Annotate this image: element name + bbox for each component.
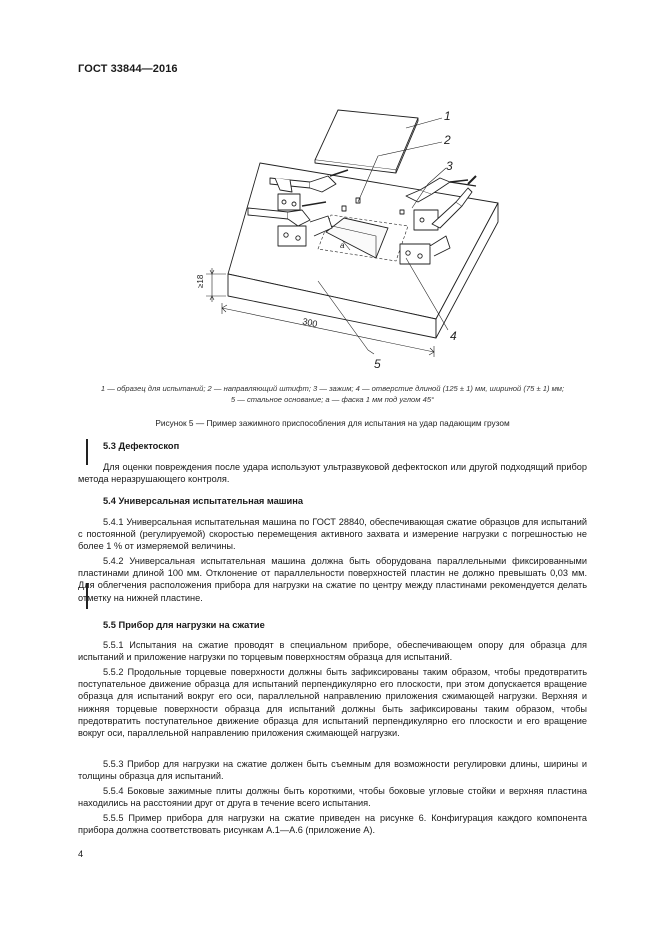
figure-label-3: 3: [446, 159, 453, 173]
section-5-3-title: 5.3 Дефектоскоп: [103, 441, 180, 451]
section-5-5-1-paragraph: 5.5.1 Испытания на сжатие проводят в специальном приборе, обеспечивающем опору для образца для испытаний и приложение нагрузки по торцевым поверхностям образца для испытаний.: [78, 640, 587, 663]
figure-label-4: 4: [450, 329, 457, 343]
figure-label-2: 2: [444, 133, 451, 147]
page-number: 4: [78, 849, 84, 859]
section-5-5-2-paragraph: 5.5.2 Продольные торцевые поверхности должны быть зафиксированы таким образом, чтобы предотвратить поступательное движение образца для испытаний перпендикулярно его плоскости, при этом допускается вращение образца для испытаний вокруг его оси, параллельной направлению приложения сжимающей нагрузки. Верхняя и нижняя торцевые поверхности образца для испытаний должны быть зафиксированы таким образом, чтобы предотвратить поступательное движение образца для испытаний перпендикулярно его плоскости и его вращение вокруг оси, параллельной направлению приложения сжимающей нагрузки.: [78, 667, 587, 739]
section-5-5-title: 5.5 Прибор для нагрузки на сжатие: [103, 620, 265, 630]
section-5-3-paragraph: Для оценки повреждения после удара используют ультразвуковой дефектоскоп или другой подходящий прибор метода неразрушающего контроля.: [78, 462, 587, 485]
dim-length-label: 300: [301, 316, 319, 330]
figure-legend-line-2: 5 — стальное основание; a — фаска 1 мм под углом 45°: [230, 395, 435, 404]
section-5-4-2-paragraph: 5.4.2 Универсальная испытательная машина должна быть оборудована параллельными фиксированными пластинами длиной 100 мм. Отклонение от параллельности поверхностей пластин не должно превышать 0,03 мм. Для облегчения расположения прибора для нагрузки на сжатие по центру между пластинами рекомендуется делать отметку на нижней пластине.: [78, 556, 587, 603]
figure-label-5: 5: [374, 357, 381, 371]
figure-caption: Рисунок 5 — Пример зажимного приспособления для испытания на удар падающим грузом: [155, 418, 510, 428]
figure-clamping-fixture: [150, 98, 530, 388]
document-header: ГОСТ 33844—2016: [78, 63, 178, 75]
figure-legend: [60, 383, 605, 405]
dim-depth-label: ≥18: [196, 274, 205, 288]
specimen: [315, 110, 418, 170]
figure-label-a: a: [340, 241, 345, 250]
section-5-5-4-paragraph: 5.5.4 Боковые зажимные плиты должны быть короткими, чтобы боковые угловые стойки и верхняя пластина находились на расстоянии друг от друга в течение всего испытания.: [78, 786, 587, 809]
figure-legend-line-1: 1 — образец для испытаний; 2 — направляющий штифт; 3 — зажим; 4 — отверстие длиной (125 ± 1) мм, шириной (75 ± 1) мм;: [100, 384, 565, 393]
section-5-5-3-paragraph: 5.5.3 Прибор для нагрузки на сжатие должен быть съемным для возможности регулировки длины, ширины и толщины образца для испытаний.: [78, 759, 587, 782]
figure-label-1: 1: [444, 109, 451, 123]
section-5-4-1-paragraph: 5.4.1 Универсальная испытательная машина по ГОСТ 28840, обеспечивающая сжатие образцов для испытаний с постоянной (регулируемой) скоростью перемещения активного захвата и измерение нагрузки с погрешностью не более 1 % от измеряемой величины.: [78, 517, 587, 552]
section-5-5-5-paragraph: 5.5.5 Пример прибора для нагрузки на сжатие приведен на рисунке 6. Конфигурация каждого компонента прибора должна соответствовать рисункам А.1—А.6 (приложение А).: [78, 813, 587, 836]
section-5-4-title: 5.4 Универсальная испытательная машина: [103, 496, 304, 506]
